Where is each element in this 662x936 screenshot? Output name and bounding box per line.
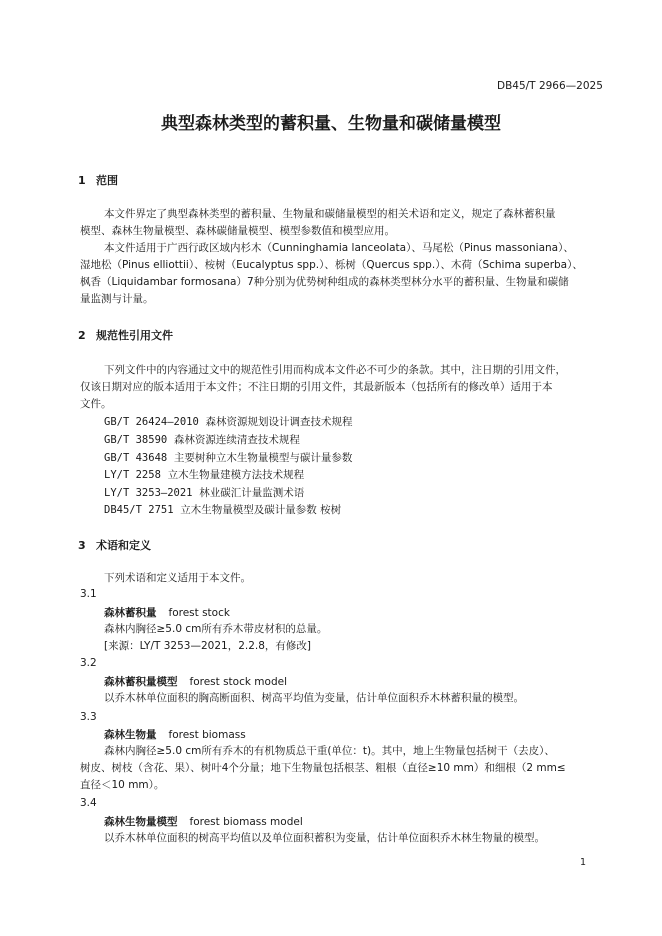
paragraph-line: 枫香（Liquidambar formosana）7种分别为优势树种组成的森林类型林分水平的蓄积量、生物量和碳储 <box>80 276 569 288</box>
term-english: forest biomass model <box>189 816 303 828</box>
term-number: 3.2 <box>80 657 97 669</box>
document-number: DB45/T 2966—2025 <box>497 80 603 92</box>
paragraph-line: 模型、森林生物量模型、森林碳储量模型、模型参数值和模型应用。 <box>80 225 395 237</box>
reference-item <box>104 502 341 517</box>
reference-title: 立木生物量建模方法技术规程 <box>167 469 305 481</box>
reference-item <box>104 467 304 482</box>
section-number: 2 <box>78 329 86 342</box>
paragraph-line: 仅该日期对应的版本适用于本文件；不注日期的引用文件，其最新版本（包括所有的修改单）适用于本 <box>80 381 553 393</box>
term-definition-line: 森林内胸径≥5.0 cm所有乔木的有机物质总干重(单位：t)。其中，地上生物量包括树干（去皮）、 <box>104 745 555 757</box>
term-heading <box>104 814 303 829</box>
term-definition-line: 直径＜10 mm）。 <box>80 779 165 791</box>
reference-code: DB45/T 2751 <box>104 504 174 516</box>
term-definition-line: 以乔木林单位面积的树高平均值以及单位面积蓄积为变量，估计单位面积乔木林生物量的模型。 <box>104 832 545 844</box>
term-definition-line: 以乔木林单位面积的胸高断面积、树高平均值为变量，估计单位面积乔木林蓄积量的模型。 <box>104 692 524 704</box>
section-3-heading <box>78 537 151 553</box>
term-heading <box>104 674 287 689</box>
reference-item <box>104 414 353 429</box>
term-english: forest stock model <box>189 676 287 688</box>
paragraph-line: 本文件适用于广西行政区域内杉木（Cunninghamia lanceolata）、马尾松（Pinus massoniana）、 <box>104 242 574 254</box>
term-number: 3.4 <box>80 797 97 809</box>
paragraph-line: 湿地松（Pinus elliottii）、桉树（Eucalyptus spp.）、栎树（Quercus spp.）、木荷（Schima superba）、 <box>80 259 583 271</box>
term-chinese: 森林蓄积量模型 <box>104 676 178 688</box>
term-chinese: 森林蓄积量 <box>104 607 157 619</box>
section-2-heading <box>78 327 173 343</box>
paragraph-line: 本文件界定了典型森林类型的蓄积量、生物量和碳储量模型的相关术语和定义，规定了森林蓄积量 <box>104 208 556 220</box>
section-title: 术语和定义 <box>96 539 151 552</box>
reference-code: GB/T 26424—2010 <box>104 416 199 428</box>
term-chinese: 森林生物量 <box>104 729 157 741</box>
reference-item <box>104 450 352 465</box>
reference-title: 林业碳汇计量监测术语 <box>199 487 305 499</box>
section-number: 1 <box>78 174 86 187</box>
term-number: 3.3 <box>80 711 97 723</box>
reference-title: 主要树种立木生物量模型与碳计量参数 <box>173 452 353 464</box>
reference-code: GB/T 43648 <box>104 452 168 464</box>
term-heading <box>104 605 230 620</box>
section-title: 范围 <box>96 174 118 187</box>
reference-title: 森林资源连续清查技术规程 <box>173 434 300 446</box>
section-1-heading <box>78 172 118 188</box>
term-heading <box>104 727 246 742</box>
page-number: 1 <box>580 857 587 868</box>
paragraph-line: 下列文件中的内容通过文中的规范性引用而构成本文件必不可少的条款。其中，注日期的引用文件， <box>104 364 566 376</box>
reference-title: 立木生物量模型及碳计量参数 桉树 <box>180 504 342 516</box>
section-title: 规范性引用文件 <box>96 329 173 342</box>
term-definition-line: 森林内胸径≥5.0 cm所有乔木带皮材积的总量。 <box>104 623 328 635</box>
paragraph-line: 量监测与计量。 <box>80 293 154 305</box>
term-number: 3.1 <box>80 588 97 600</box>
section-number: 3 <box>78 539 86 552</box>
reference-code: LY/T 2258 <box>104 469 161 481</box>
reference-title: 森林资源规划设计调查技术规程 <box>205 416 353 428</box>
reference-item <box>104 485 304 500</box>
term-chinese: 森林生物量模型 <box>104 816 178 828</box>
term-source: [来源：LY/T 3253—2021，2.2.8，有修改] <box>104 640 312 652</box>
term-definition-line: 树皮、树枝（含花、果）、树叶4个分量；地下生物量包括根茎、粗根（直径≥10 mm）和细根（2 mm≤ <box>80 762 566 774</box>
paragraph-line: 文件。 <box>80 398 112 410</box>
term-english: forest biomass <box>168 729 246 741</box>
reference-code: LY/T 3253—2021 <box>104 487 193 499</box>
term-english: forest stock <box>168 607 230 619</box>
reference-item <box>104 432 300 447</box>
reference-code: GB/T 38590 <box>104 434 168 446</box>
paragraph-line: 下列术语和定义适用于本文件。 <box>104 572 251 584</box>
page-title: 典型森林类型的蓄积量、生物量和碳储量模型 <box>161 114 501 134</box>
